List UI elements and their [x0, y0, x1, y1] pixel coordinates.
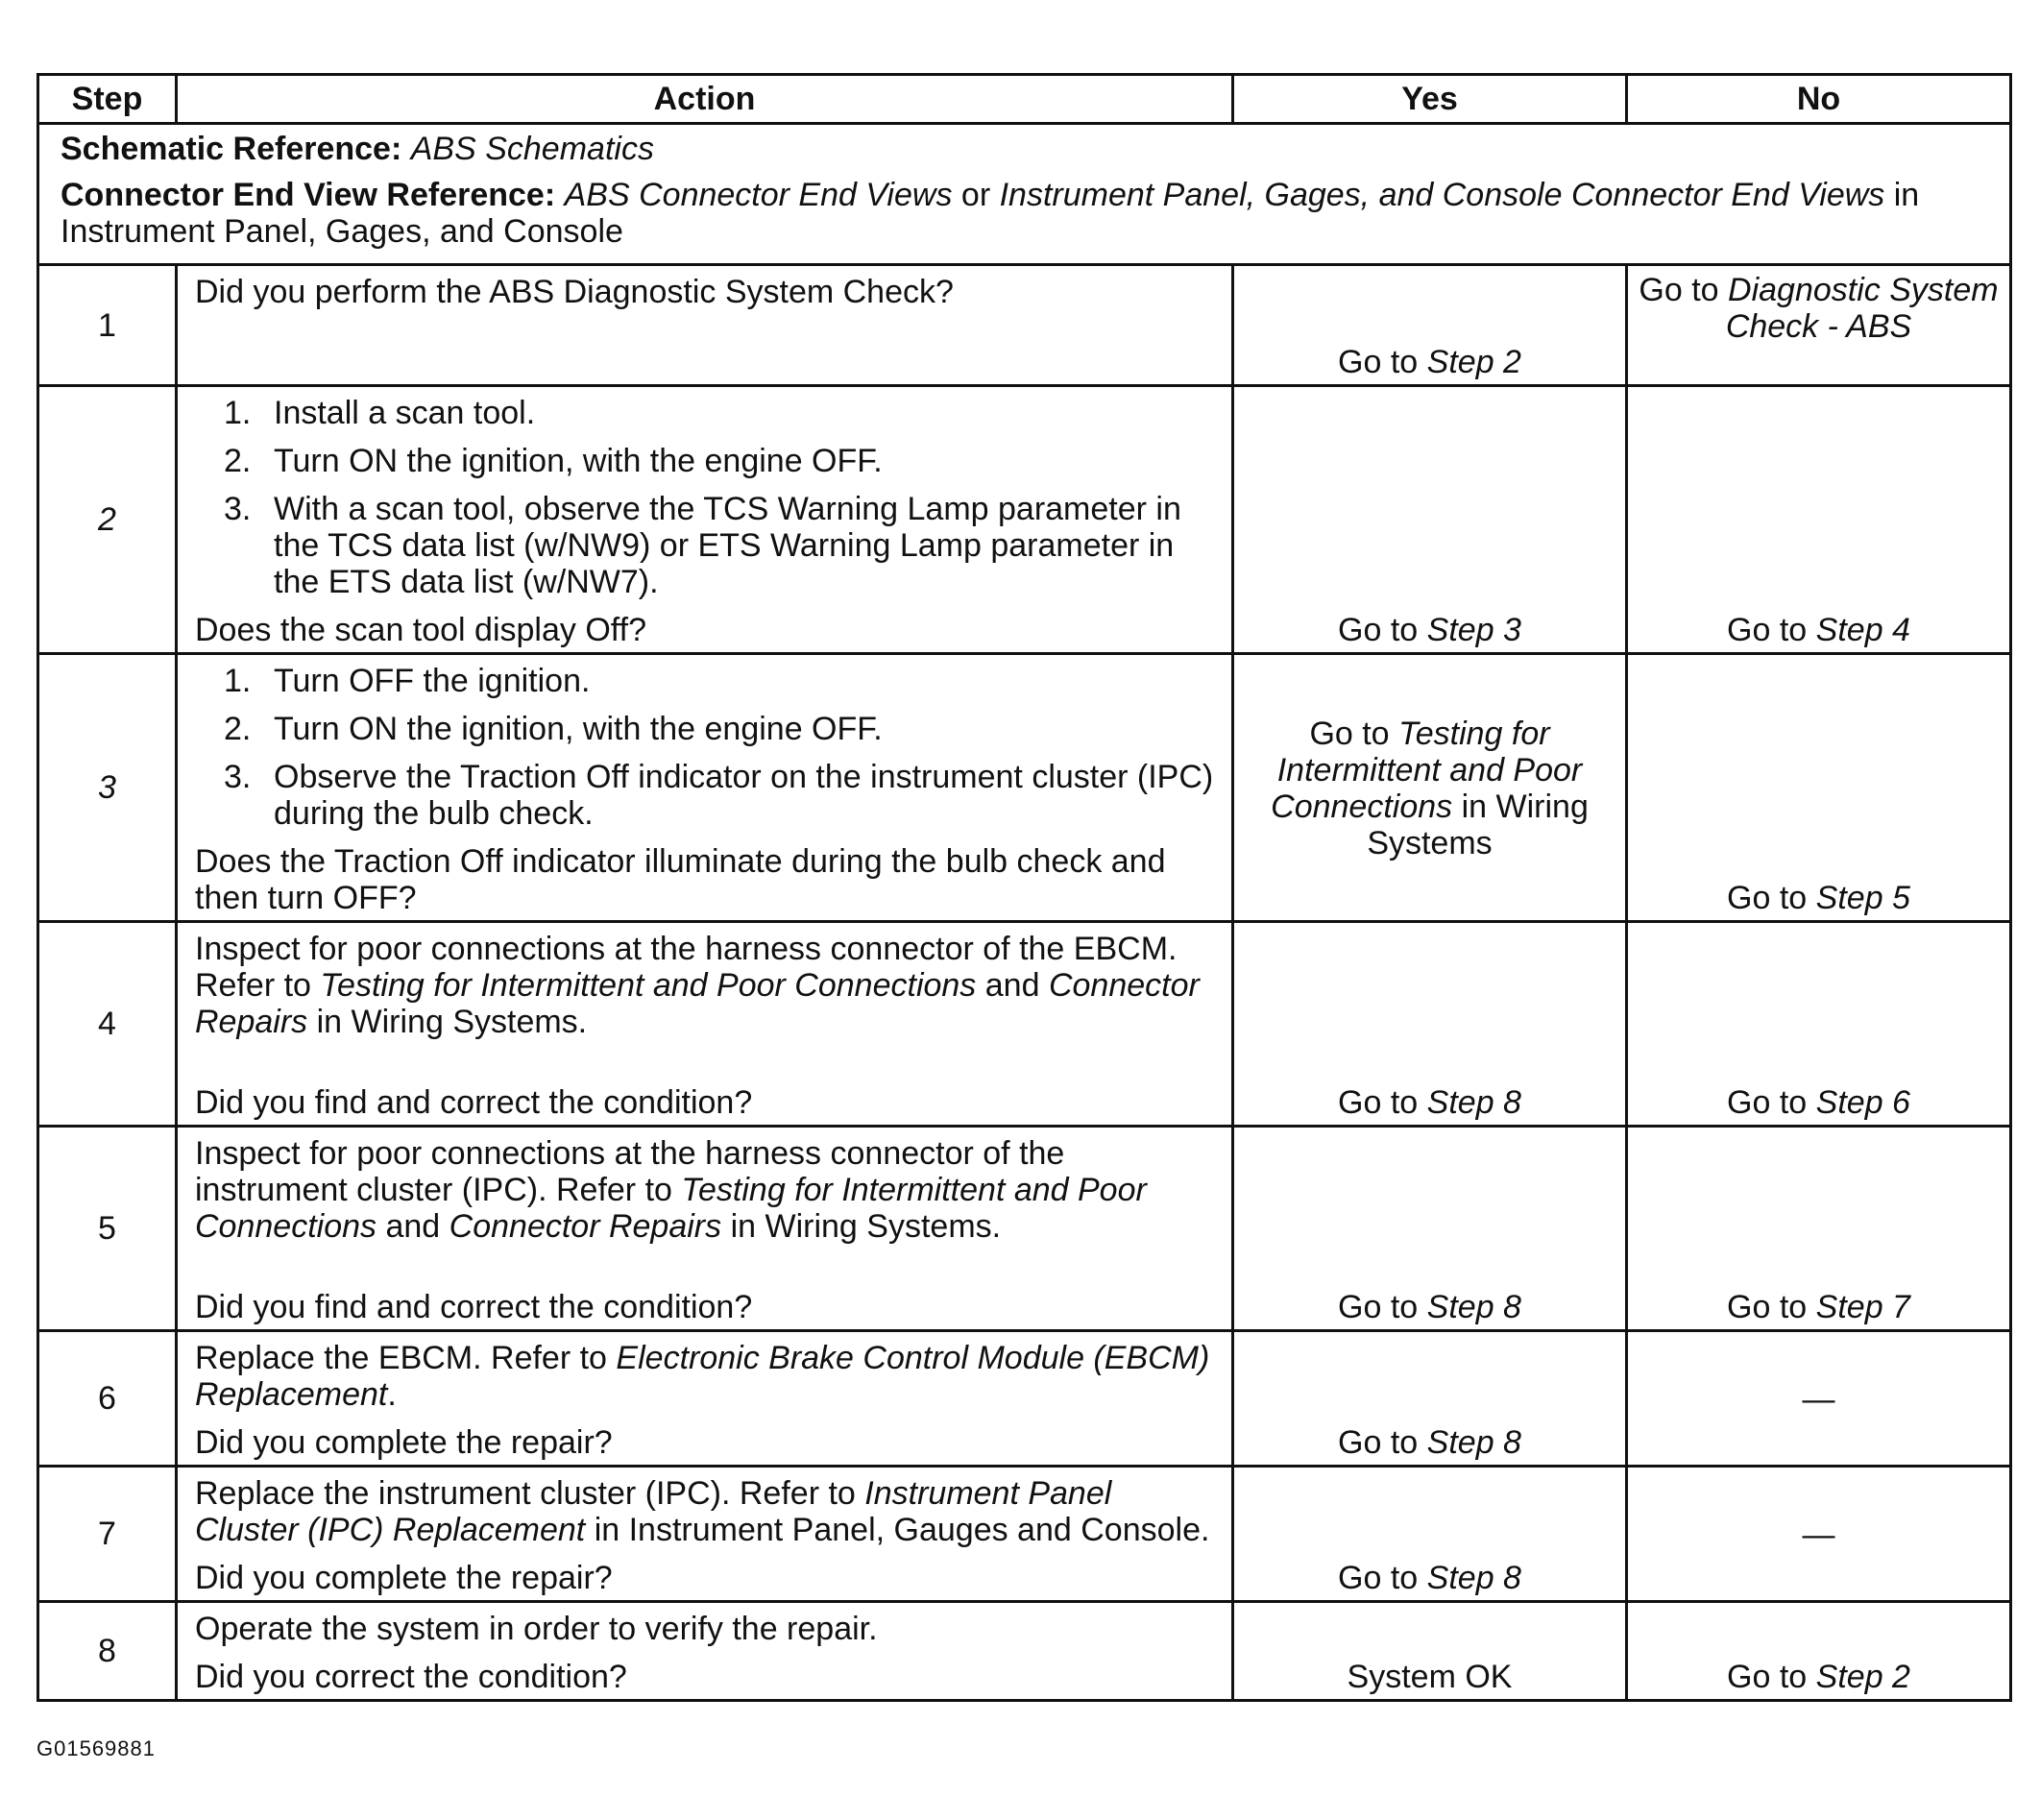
action-cell [177, 654, 1233, 922]
step-question: Does the scan tool display Off? [195, 612, 646, 648]
no-prefix: Go to [1727, 612, 1808, 648]
step-question: Did you correct the condition? [195, 1659, 627, 1695]
schematic-reference-link[interactable]: ABS Schematics [410, 131, 654, 167]
substep-list [195, 395, 1214, 600]
yes-link[interactable]: Step 2 [1426, 344, 1521, 380]
step-instruction: Replace the instrument cluster (IPC). Refer to Instrument Panel Cluster (IPC) Replacement in Instrument Panel, Gauges and Console. [195, 1475, 1210, 1548]
yes-cell [1233, 1331, 1627, 1467]
yes-value: System OK [1347, 1659, 1513, 1695]
action-cell [177, 265, 1233, 386]
no-link[interactable]: Step 5 [1815, 880, 1910, 916]
yes-cell [1233, 1127, 1627, 1331]
table-row [38, 265, 2011, 386]
action-cell [177, 1331, 1233, 1467]
no-prefix: Go to [1727, 1289, 1808, 1325]
step-number: 1 [38, 265, 177, 386]
table-row [38, 1127, 2011, 1331]
table-row [38, 654, 2011, 922]
step-instruction: Replace the EBCM. Refer to Electronic Brake Control Module (EBCM) Replacement. [195, 1340, 1210, 1413]
no-prefix: Go to [1727, 880, 1808, 916]
header-action: Action [177, 75, 1233, 124]
step-number: 7 [38, 1467, 177, 1602]
diagnostic-table [36, 73, 2012, 1702]
no-value: — [1802, 1517, 1835, 1553]
no-cell [1627, 1331, 2011, 1467]
step-number: 6 [38, 1331, 177, 1467]
yes-prefix: Go to [1338, 344, 1419, 380]
action-cell [177, 1467, 1233, 1602]
step-question: Did you perform the ABS Diagnostic System Check? [195, 274, 954, 310]
no-cell [1627, 265, 2011, 386]
list-item: 1. Turn OFF the ignition. [224, 663, 591, 699]
step-instruction: Inspect for poor connections at the harness connector of the EBCM. Refer to Testing for Intermittent and Poor Connections and Connector Repairs in Wiring Systems. [195, 931, 1200, 1040]
header-step: Step [38, 75, 177, 124]
yes-cell [1233, 386, 1627, 654]
yes-link[interactable]: Step 8 [1426, 1424, 1521, 1461]
list-item: 2. Turn ON the ignition, with the engine OFF. [224, 443, 883, 479]
step-number: 2 [38, 386, 177, 654]
table-row [38, 1602, 2011, 1701]
action-cell [177, 1602, 1233, 1701]
yes-cell [1233, 654, 1627, 922]
connector-reference-link-abs[interactable]: ABS Connector End Views [564, 177, 953, 213]
yes-prefix: Go to [1309, 716, 1390, 752]
yes-cell [1233, 1602, 1627, 1701]
connector-reference-suffix: in Instrument Panel, Gages, and Console [61, 177, 1920, 250]
no-link[interactable]: Step 4 [1815, 612, 1910, 648]
yes-suffix: in Wiring Systems [1367, 789, 1589, 861]
yes-prefix: Go to [1338, 1424, 1419, 1461]
no-prefix: Go to [1639, 272, 1719, 308]
no-link[interactable]: Diagnostic System Check - ABS [1725, 272, 1999, 345]
action-cell [177, 922, 1233, 1127]
list-item: 3. Observe the Traction Off indicator on the instrument cluster (IPC) during the bulb check. [224, 759, 1214, 832]
no-link[interactable]: Step 7 [1815, 1289, 1910, 1325]
table-row [38, 922, 2011, 1127]
step-instruction: Operate the system in order to verify the repair. [195, 1611, 878, 1647]
reference-row [38, 124, 2011, 265]
step-question: Did you find and correct the condition? [195, 1084, 753, 1121]
step-question: Did you complete the repair? [195, 1424, 613, 1461]
no-value: — [1802, 1381, 1835, 1418]
no-prefix: Go to [1727, 1659, 1808, 1695]
table-row [38, 1467, 2011, 1602]
no-cell [1627, 1127, 2011, 1331]
schematic-reference [61, 131, 1988, 167]
action-cell [177, 1127, 1233, 1331]
no-cell [1627, 386, 2011, 654]
table-row [38, 386, 2011, 654]
no-cell [1627, 922, 2011, 1127]
yes-link[interactable]: Testing for Intermittent and Poor Connections [1271, 716, 1583, 825]
connector-reference [61, 177, 1988, 250]
no-prefix: Go to [1727, 1084, 1808, 1121]
list-item: 2. Turn ON the ignition, with the engine OFF. [224, 711, 883, 747]
step-number: 3 [38, 654, 177, 922]
schematic-reference-label: Schematic Reference: [61, 131, 402, 167]
list-item: 1. Install a scan tool. [224, 395, 536, 431]
connector-reference-link-ip[interactable]: Instrument Panel, Gages, and Console Connector End Views [999, 177, 1885, 213]
yes-cell [1233, 265, 1627, 386]
yes-prefix: Go to [1338, 1560, 1419, 1596]
yes-cell [1233, 1467, 1627, 1602]
step-number: 5 [38, 1127, 177, 1331]
substep-list [195, 663, 1214, 832]
instruction-link[interactable]: Instrument Panel Cluster (IPC) Replacement [195, 1475, 1112, 1548]
step-number: 4 [38, 922, 177, 1127]
reference-cell [38, 124, 2011, 265]
no-cell [1627, 654, 2011, 922]
instruction-link[interactable]: Testing for Intermittent and Poor Connections [320, 967, 977, 1004]
yes-cell [1233, 922, 1627, 1127]
figure-id: G01569881 [36, 1736, 156, 1760]
header-yes: Yes [1233, 75, 1627, 124]
yes-prefix: Go to [1338, 1084, 1419, 1121]
step-question: Did you complete the repair? [195, 1560, 613, 1596]
header-no: No [1627, 75, 2011, 124]
yes-prefix: Go to [1338, 1289, 1419, 1325]
no-cell [1627, 1467, 2011, 1602]
step-instruction: Inspect for poor connections at the harness connector of the instrument cluster (IPC). Refer to Testing for Intermittent and Poor Connections and Connector Repairs in Wiring Systems. [195, 1135, 1147, 1245]
action-cell [177, 386, 1233, 654]
connector-reference-or: or [960, 177, 991, 213]
no-link[interactable]: Step 2 [1815, 1659, 1910, 1695]
instruction-link[interactable]: Testing for Intermittent and Poor Connections [195, 1172, 1147, 1245]
yes-prefix: Go to [1338, 612, 1419, 648]
instruction-link[interactable]: Connector Repairs [449, 1208, 722, 1245]
step-number: 8 [38, 1602, 177, 1701]
list-item: 3. With a scan tool, observe the TCS Warning Lamp parameter in the TCS data list (w/NW9) or ETS Warning Lamp parameter in the ETS data list (w/NW7). [224, 491, 1181, 600]
yes-link[interactable]: Step 8 [1426, 1289, 1521, 1325]
yes-link[interactable]: Step 3 [1426, 612, 1521, 648]
header-row [38, 75, 2011, 124]
yes-link[interactable]: Step 8 [1426, 1560, 1521, 1596]
step-question: Did you find and correct the condition? [195, 1289, 753, 1325]
no-cell [1627, 1602, 2011, 1701]
table-row [38, 1331, 2011, 1467]
instruction-link[interactable]: Electronic Brake Control Module (EBCM) Replacement [195, 1340, 1210, 1413]
no-link[interactable]: Step 6 [1815, 1084, 1910, 1121]
step-question: Does the Traction Off indicator illuminate during the bulb check and then turn OFF? [195, 843, 1166, 916]
yes-link[interactable]: Step 8 [1426, 1084, 1521, 1121]
connector-reference-label: Connector End View Reference: [61, 177, 556, 213]
instruction-link[interactable]: Connector Repairs [195, 967, 1200, 1040]
